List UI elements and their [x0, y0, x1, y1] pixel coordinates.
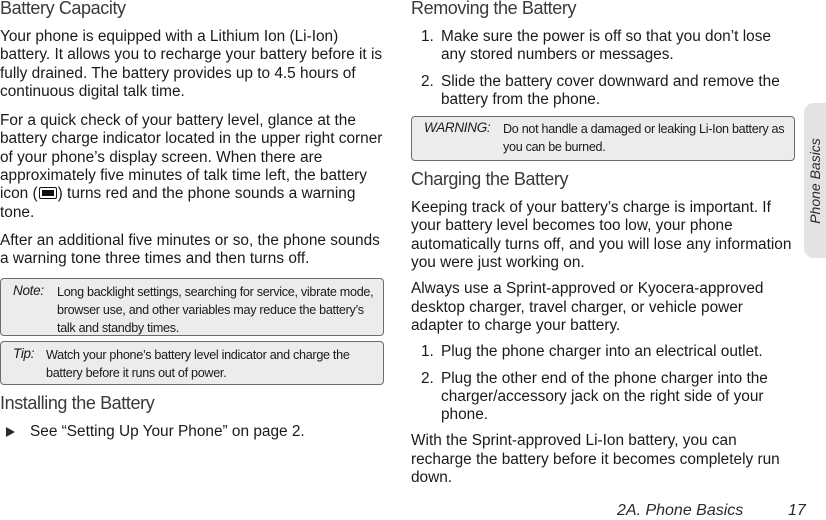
step-number: 2. — [421, 72, 434, 90]
tip-label: Tip: — [13, 345, 35, 361]
installing-bullet-text: See “Setting Up Your Phone” on page 2. — [30, 422, 305, 440]
tip-text: Watch your phone’s battery level indicator and charge the battery before it runs out of power. — [46, 347, 350, 380]
step-number: 1. — [421, 28, 434, 45]
footer-section: 2A. Phone Basics — [617, 502, 744, 519]
charging-heading: Charging the Battery — [411, 169, 569, 190]
installing-heading: Installing the Battery — [0, 392, 155, 413]
battery-capacity-heading: Battery Capacity — [0, 0, 126, 18]
arrow-bullet-icon — [6, 427, 15, 437]
charging-step — [411, 343, 795, 361]
step-text: Slide the battery cover downward and remove the battery from the phone. — [441, 72, 780, 108]
note-label: Note: — [13, 282, 44, 298]
removing-step — [411, 28, 795, 65]
charger-paragraph: Always use a Sprint-approved or Kyocera-approved desktop charger, travel charger, or vehicle power adapter to charge your battery. — [411, 280, 764, 334]
removing-step — [411, 73, 795, 110]
capacity-paragraph: Your phone is equipped with a Lithium Ion (Li-Ion) battery. It allows you to recharge your battery before it is fully drained. The battery provides up to 4.5 hours of continuous digital talk time. — [0, 28, 383, 100]
charging-steps — [411, 343, 795, 424]
step-text: Plug the other end of the phone charger into the charger/accessory jack on the right side of your phone. — [441, 369, 768, 424]
note-box — [0, 278, 384, 336]
step-number: 1. — [421, 343, 434, 361]
charging-step — [411, 370, 795, 425]
installing-bullet — [0, 423, 384, 441]
removing-steps — [411, 28, 795, 109]
tip-box — [0, 341, 384, 385]
step-number: 2. — [421, 369, 434, 387]
step-text: Plug the phone charger into an electrical outlet. — [441, 343, 763, 361]
note-text: Long backlight settings, searching for service, vibrate mode, browser use, and other variables may reduce the battery’s talk and standby times. — [57, 284, 374, 335]
removing-heading: Removing the Battery — [411, 0, 577, 18]
left-column — [0, 0, 384, 441]
battery-icon — [39, 187, 57, 199]
warning-text: Do not handle a damaged or leaking Li-Ion battery as you can be burned. — [503, 122, 785, 155]
step-text: Make sure the power is off so that you don’t lose any stored numbers or messages. — [441, 28, 771, 64]
check-paragraph-text-2: ) turns red and the phone sounds a warning tone. — [0, 185, 356, 221]
warning-box — [411, 116, 795, 161]
warning-label: WARNING: — [424, 120, 491, 136]
side-tab-label: Phone Basics — [807, 137, 823, 224]
check-paragraph — [0, 112, 384, 222]
footer-page-number: 17 — [788, 502, 806, 519]
right-column — [411, 0, 795, 487]
additional-paragraph: After an additional five minutes or so, the phone sounds a warning tone three times and then turns off. — [0, 231, 380, 268]
charging-paragraph: Keeping track of your battery’s charge is important. If your battery level becomes too low, your phone automatically turns off, and you will lose any information you were just working on. — [411, 199, 792, 272]
check-paragraph-text-1: For a quick check of your battery level, glance at the battery charge indicator located in the upper right corner of your phone’s display screen. When there are approximately five minutes of talk time left, the battery icon ( — [0, 112, 383, 203]
section-side-tab — [804, 103, 826, 258]
recharge-paragraph: With the Sprint-approved Li-Ion battery, you can recharge the battery before it becomes completely run down. — [411, 432, 780, 487]
